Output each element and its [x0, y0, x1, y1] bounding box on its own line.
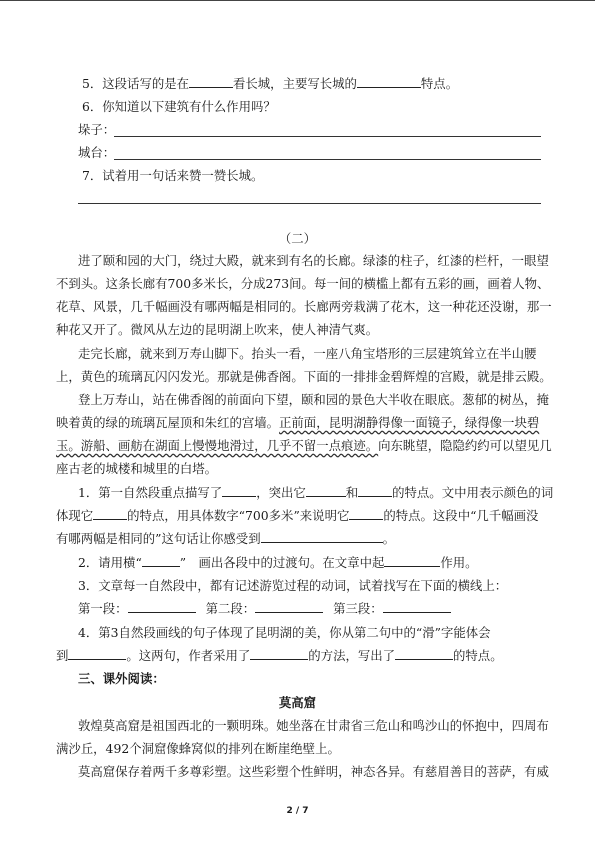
- p3-line2-wavy-underlined: 正前面，昆明湖静得像一面镜子，绿得像一块碧: [279, 415, 540, 430]
- q4-blank-1[interactable]: [68, 646, 126, 660]
- article-p2-line1: 莫高窟保存着两千多尊彩塑。这些彩塑个性鲜明，神态各异。有慈眉善目的菩萨，有威: [78, 764, 549, 779]
- duozi-label: 垛子：: [78, 122, 116, 137]
- article-p1-line2: 满沙丘，492个洞窟像蜂窝似的排列在断崖绝壁上。: [56, 741, 340, 756]
- question-6: 6．你知道以下建筑有什么作用吗？: [82, 99, 276, 114]
- passage-p3-line3: [56, 436, 552, 456]
- p3-line3-wavy-underlined: 玉。游船、画舫在湖面上慢慢地滑过，几乎不留一点痕迹。: [56, 438, 379, 453]
- p3-line2-plain: 映着黄的绿的琉璃瓦屋顶和朱红的宫墙。: [56, 415, 280, 430]
- q1-text-f: 的特点，用具体数字“700多米”来说明它: [127, 508, 350, 523]
- passage-p3-line2: [56, 413, 539, 433]
- q5-blank-2[interactable]: [357, 74, 421, 88]
- section-3-heading: 三、课外阅读：: [78, 671, 165, 686]
- q4-blank-2[interactable]: [250, 646, 308, 660]
- q1-blank-4[interactable]: [93, 506, 127, 520]
- question-2-4-line1: 4．第3自然段画线的句子体现了昆明湖的美，你从第二句中的“滑”字能体会: [78, 625, 491, 640]
- passage-p1-line3: 花草、风景，几千幅画没有哪两幅是相同的。长廊两旁栽满了花木，这一种花还没谢，那一: [56, 299, 552, 314]
- answer-blank-1[interactable]: [128, 599, 196, 613]
- question-7: 7．试着用一句话来赞一赞长城。: [82, 168, 264, 183]
- passage-p1-line1: 进了颐和园的大门，绕过大殿，就来到有名的长廊。绿漆的柱子，红漆的栏杆，一眼望: [78, 253, 549, 268]
- question-2-1-line2: [56, 506, 538, 526]
- answer-blank-3[interactable]: [383, 599, 451, 613]
- q4-text-d: 的方法，写出了: [308, 648, 396, 663]
- q5-text-a: 5．这段话写的是在: [82, 76, 190, 91]
- q2-text-c: 作用。: [440, 555, 478, 570]
- article-title: 莫高窟: [278, 695, 317, 710]
- question-2-3: 3．文章每一自然段中，都有记述游览过程的动词，试着找写在下面的横线上：: [78, 578, 508, 593]
- article-p1-line1: 敦煌莫高窟是祖国西北的一颗明珠。她坐落在甘肃省三危山和鸣沙山的怀抱中，四周布: [78, 718, 549, 733]
- q2-blank-2[interactable]: [384, 553, 440, 567]
- passage-p1-line4: 种花又开了。微风从左边的昆明湖上吹来，使人神清气爽。: [56, 322, 379, 337]
- q4-blank-3[interactable]: [395, 646, 453, 660]
- q1-text-i: 。: [382, 531, 395, 546]
- passage-p3-line1: 登上万寿山，站在佛香阁的前面向下望，颐和园的景色大半收在眼底。葱郁的树丛，掩: [78, 392, 549, 407]
- question-2-1-line1: [78, 483, 553, 503]
- question-2-3-answers: [78, 599, 451, 619]
- section-2-heading: （二）: [278, 231, 317, 246]
- question-2-1-line3: [56, 529, 395, 549]
- q4-text-e: 的特点。: [453, 648, 503, 663]
- q1-text-d: 的特点。文中用表示颜色的词: [392, 485, 554, 500]
- q7-answer-line[interactable]: [78, 203, 541, 204]
- question-2-4-line2: [56, 646, 503, 666]
- duozi-answer-line[interactable]: [114, 136, 541, 137]
- q4-text-c: 。这两句，作者采用了: [126, 648, 251, 663]
- answer-label-3: 第三段：: [333, 601, 383, 616]
- passage-p2-line1: 走完长廊，就来到万寿山脚下。抬头一看，一座八角宝塔形的三层建筑耸立在半山腰: [78, 346, 537, 361]
- passage-p3-line4: 座古老的城楼和城里的白塔。: [56, 461, 218, 476]
- passage-p1-line2: 不到头。这条长廊有700多米长，分成273间。每一间的横槛上都有五彩的画，画着人物、: [56, 276, 550, 291]
- p3-line3-plain: 向东眺望，隐隐约约可以望见几: [378, 438, 552, 453]
- q1-text-c: 和: [345, 485, 359, 500]
- question-2-2: [78, 553, 478, 573]
- passage-p2-line2: 上，黄色的琉璃瓦闪闪发光。那就是佛香阁。下面的一排排金碧辉煌的宫殿，就是排云殿。: [56, 369, 552, 384]
- q1-text-h: 有哪两幅是相同的”这句话让你感受到: [56, 531, 261, 546]
- answer-blank-2[interactable]: [255, 599, 323, 613]
- answer-label-2: 第二段：: [205, 601, 256, 616]
- q2-text-a: 2．请用横“: [78, 555, 142, 570]
- q1-text-e: 体现它: [56, 508, 94, 523]
- q1-blank-6[interactable]: [261, 529, 383, 543]
- q5-text-c: 特点。: [420, 76, 459, 91]
- page-number: 2 / 7: [286, 806, 309, 816]
- q1-blank-5[interactable]: [349, 506, 383, 520]
- answer-label-1: 第一段：: [78, 601, 128, 616]
- question-5: [82, 74, 458, 94]
- header-rule: [0, 0, 595, 1]
- q4-text-b: 到: [56, 648, 69, 663]
- q2-blank-1[interactable]: [142, 553, 180, 567]
- q1-blank-2[interactable]: [306, 483, 346, 497]
- q1-text-g: 的特点。这段中“几千幅画没: [383, 508, 539, 523]
- q5-blank-1[interactable]: [189, 74, 233, 88]
- chengtai-label: 城台：: [78, 145, 116, 160]
- q1-text-b: ，突出它: [256, 485, 306, 500]
- q2-text-b: ” 画出各段中的过渡句。在文章中起: [179, 555, 385, 570]
- q1-blank-1[interactable]: [222, 483, 256, 497]
- chengtai-answer-line[interactable]: [114, 159, 541, 160]
- q1-blank-3[interactable]: [358, 483, 392, 497]
- q1-text-a: 1．第一自然段重点描写了: [78, 485, 223, 500]
- q5-text-b: 看长城，主要写长城的: [233, 76, 357, 91]
